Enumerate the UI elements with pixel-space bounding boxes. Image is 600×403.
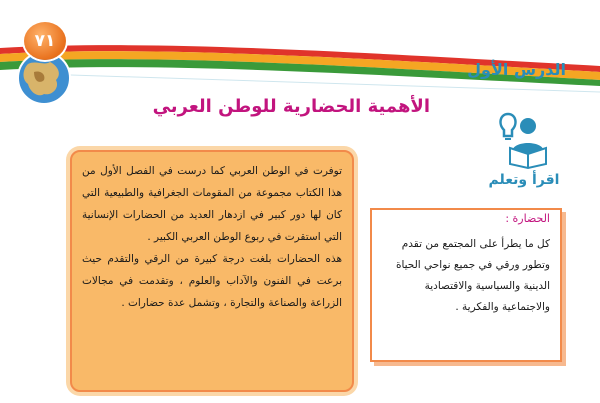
reader-lightbulb-icon: [490, 108, 554, 172]
page-title: الأهمية الحضارية للوطن العربي: [152, 96, 430, 117]
definition-text: كل ما يطرأ على المجتمع من تقدم وتطور ورقي في جميع نواحي الحياة الدينية والسياسية والاقتصادية والاجتماعية والفكرية .: [395, 238, 550, 313]
definition-term: الحضارة :: [505, 212, 550, 225]
content-text: [82, 160, 342, 314]
definition-box: [370, 208, 562, 362]
page-number: ٧١: [24, 22, 66, 60]
content-paragraph-1: توفرت في الوطن العربي كما درست في الفصل الأول من هذا الكتاب مجموعة من المقومات الجغرافية والطبيعية التي كان لها دور كبير في ازدهار العديد من الحضارات الإنسانية التي استقرت في ربوع الوطن العربي الكبير .: [82, 165, 342, 243]
header-band: [0, 0, 600, 110]
section-label-read-learn: اقرأ وتعلم: [488, 172, 560, 188]
content-box: [70, 150, 354, 392]
lesson-label: الدرس الأول: [467, 60, 566, 79]
content-paragraph-2: هذه الحضارات بلغت درجة كبيرة من الرقي والتقدم حيث برعت في الفنون والآداب والعلوم ، وتقدمت في مجالات الزراعة والصناعة والتجارة ، وتشمل عدة حضارات .: [82, 253, 342, 309]
